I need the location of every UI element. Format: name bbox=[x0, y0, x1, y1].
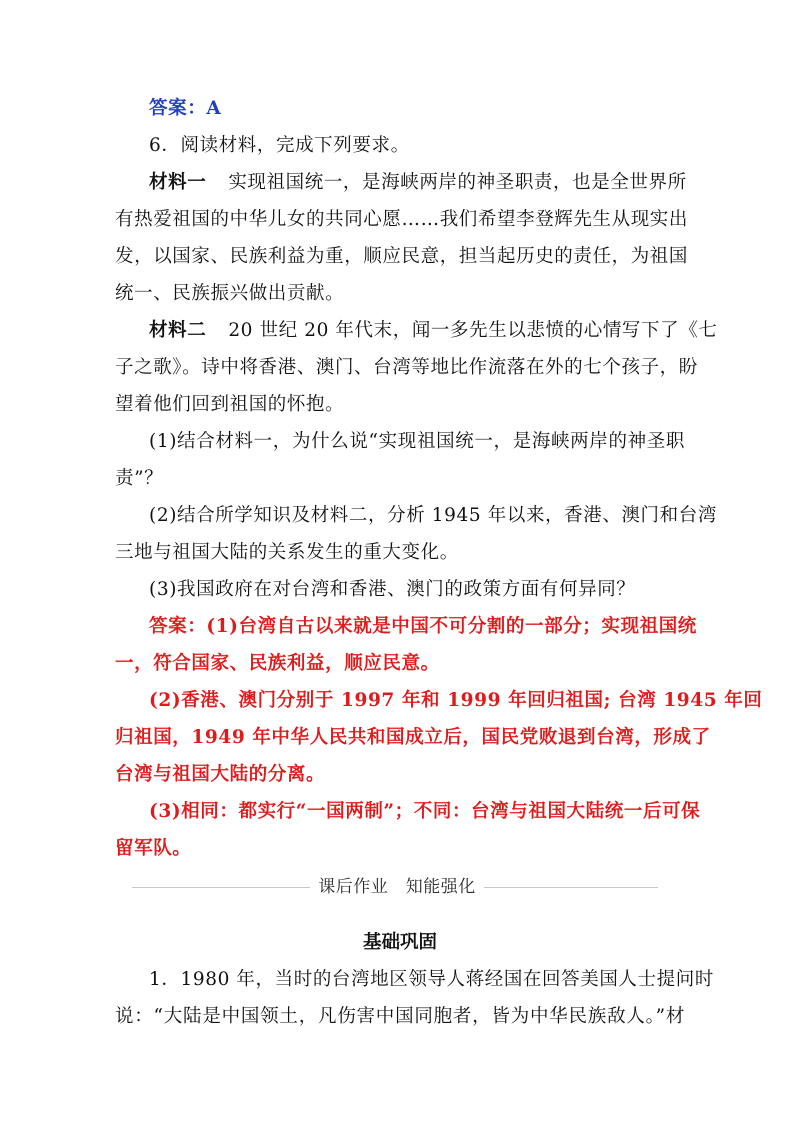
material-2-line-2: 子之歌》。诗中将香港、澳门、台湾等地比作流落在外的七个孩子，盼 bbox=[115, 357, 698, 378]
answer-line-1: 答案：(1)台湾自古以来就是中国不可分割的一部分；实现祖国统 bbox=[149, 616, 697, 637]
answer-line-2: 一，符合国家、民族利益，顺应民意。 bbox=[115, 653, 440, 674]
sub-question-1-line-1: (1)结合材料一，为什么说“实现祖国统一，是海峡两岸的神圣职 bbox=[149, 431, 685, 452]
section-title: 课后作业 知能强化 bbox=[318, 877, 476, 897]
section-subtitle: 基础巩固 bbox=[362, 932, 437, 953]
material-1-line-3: 发，以国家、民族利益为重，顺应民意，担当起历史的责任，为祖国 bbox=[115, 246, 689, 267]
answer-prev-question bbox=[149, 97, 685, 121]
answer-label: 答案： bbox=[149, 98, 207, 119]
answer-line-7: 留军队。 bbox=[115, 838, 192, 859]
answer-line-5: 台湾与祖国大陆的分离。 bbox=[115, 764, 326, 785]
sub-question-3-line-1: (3)我国政府在对台湾和香港、澳门的政策方面有何异同？ bbox=[149, 579, 636, 600]
answer-line-6: (3)相同：都实行“一国两制”；不同：台湾与祖国大陆统一后可保 bbox=[149, 801, 701, 822]
sub-question-2-line-2: 三地与祖国大陆的关系发生的重大变化。 bbox=[115, 542, 459, 563]
sub-question-2-line-1: (2)结合所学知识及材料二，分析 1945 年以来，香港、澳门和台湾 bbox=[149, 505, 717, 526]
material-2-label: 材料二 bbox=[149, 320, 207, 341]
question-1-line-1: 1．1980 年，当时的台湾地区领导人蒋经国在回答美国人士提问时 bbox=[149, 969, 714, 990]
divider-rule-left bbox=[132, 887, 310, 888]
material-2-line-1: 材料二 20 世纪 20 年代末，闻一多先生以悲愤的心情写下了《七 bbox=[149, 320, 718, 341]
question-6-prompt: 6．阅读材料，完成下列要求。 bbox=[149, 135, 410, 156]
question-1-line-2: 说：“大陆是中国领土，凡伤害中国同胞者，皆为中华民族敌人。”材 bbox=[115, 1006, 685, 1027]
answer-line-4: 归祖国，1949 年中华人民共和国成立后，国民党败退到台湾，形成了 bbox=[115, 727, 711, 748]
material-1-line-4: 统一、民族振兴做出贡献。 bbox=[115, 283, 345, 304]
material-1-line-2: 有热爱祖国的中华儿女的共同心愿……我们希望李登辉先生从现实出 bbox=[115, 209, 689, 230]
material-1-label: 材料一 bbox=[149, 172, 207, 193]
section-divider bbox=[132, 876, 658, 898]
divider-rule-right bbox=[484, 887, 658, 888]
answer-value: A bbox=[206, 98, 222, 119]
material-1-line-1: 材料一 实现祖国统一，是海峡两岸的神圣职责，也是全世界所 bbox=[149, 172, 687, 193]
answer-6-label: 答案： bbox=[149, 616, 207, 637]
answer-line-3: (2)香港、澳门分别于 1997 年和 1999 年回归祖国; 台湾 1945 年回 bbox=[149, 690, 763, 711]
material-2-line-3: 望着他们回到祖国的怀抱。 bbox=[115, 394, 345, 415]
sub-question-1-line-2: 责”？ bbox=[115, 468, 164, 489]
